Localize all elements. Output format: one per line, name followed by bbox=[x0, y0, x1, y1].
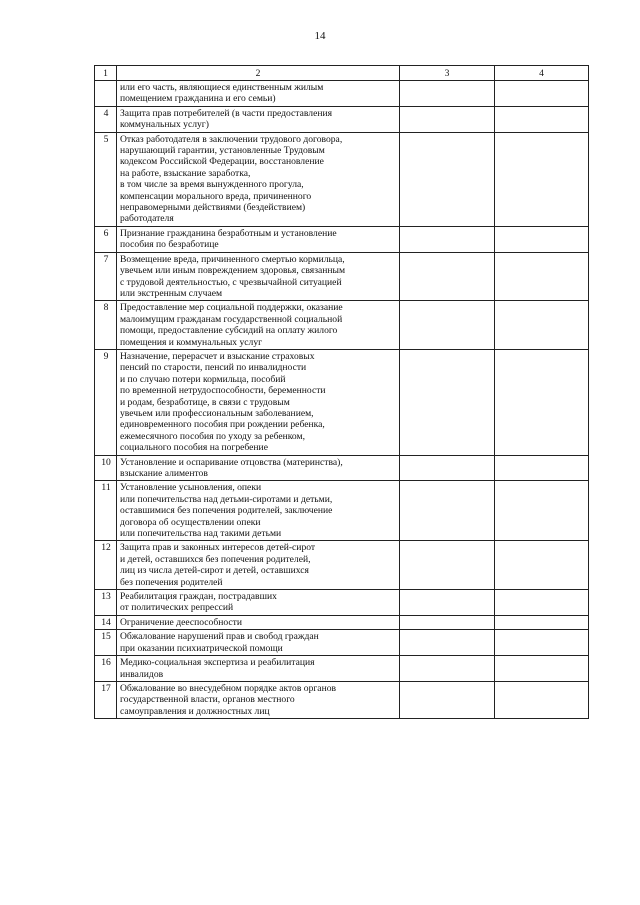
description-line: Реабилитация граждан, пострадавших bbox=[120, 591, 277, 603]
description-line: договора об осуществлении опеки bbox=[120, 516, 261, 528]
description-line: Предоставление мер социальной поддержки, оказание bbox=[120, 302, 343, 314]
table-row bbox=[95, 681, 589, 718]
table-header bbox=[95, 66, 589, 81]
description-line: нарушающий гарантии, установленные Трудовым bbox=[120, 145, 325, 157]
description-line: и родам, безработице, в связи с трудовым bbox=[120, 396, 290, 408]
row-description bbox=[117, 630, 400, 656]
header-col-3: 3 bbox=[400, 66, 495, 81]
description-line: Установление и оспаривание отцовства (материнства), bbox=[120, 456, 343, 468]
row-col-3-empty bbox=[400, 630, 495, 656]
description-line: пособия по безработице bbox=[120, 239, 219, 251]
row-col-4-empty bbox=[495, 349, 589, 455]
description-line: или попечительства над детьми-сиротами и детьми, bbox=[120, 493, 333, 505]
description-line: неправомерными действиями (бездействием) bbox=[120, 202, 306, 214]
row-col-4-empty bbox=[495, 681, 589, 718]
description-line: на работе, взыскание заработка, bbox=[120, 167, 251, 179]
header-col-2: 2 bbox=[117, 66, 400, 81]
table-row bbox=[95, 590, 589, 616]
row-description bbox=[117, 481, 400, 541]
table-row bbox=[95, 132, 589, 226]
description-line: от политических репрессий bbox=[120, 602, 234, 614]
row-number: 16 bbox=[95, 656, 117, 682]
description-line: лиц из числа детей-сирот и детей, оставшихся bbox=[120, 565, 309, 577]
description-line: социального пособия на погребение bbox=[120, 442, 268, 454]
table-row bbox=[95, 481, 589, 541]
row-col-3-empty bbox=[400, 301, 495, 350]
row-description bbox=[117, 106, 400, 132]
row-description bbox=[117, 301, 400, 350]
table-row bbox=[95, 252, 589, 301]
row-number: 4 bbox=[95, 106, 117, 132]
description-line: работодателя bbox=[120, 213, 174, 225]
row-col-3-empty bbox=[400, 455, 495, 481]
description-line: оставшимися без попечения родителей, заключение bbox=[120, 505, 333, 517]
row-number bbox=[95, 81, 117, 107]
description-line: пенсий по старости, пенсий по инвалидности bbox=[120, 362, 307, 374]
row-number: 9 bbox=[95, 349, 117, 455]
row-description bbox=[117, 590, 400, 616]
description-line: Признание гражданина безработным и установление bbox=[120, 227, 337, 239]
row-description bbox=[117, 81, 400, 107]
row-number: 12 bbox=[95, 541, 117, 590]
row-col-4-empty bbox=[495, 226, 589, 252]
description-line: самоуправления и должностных лиц bbox=[120, 705, 270, 717]
row-col-4-empty bbox=[495, 590, 589, 616]
row-col-4-empty bbox=[495, 615, 589, 629]
row-description bbox=[117, 226, 400, 252]
row-col-3-empty bbox=[400, 349, 495, 455]
description-line: Защита прав потребителей (в части предоставления bbox=[120, 107, 333, 119]
description-line: коммунальных услуг) bbox=[120, 119, 209, 131]
legal-aid-table bbox=[94, 65, 589, 719]
row-col-3-empty bbox=[400, 681, 495, 718]
row-col-4-empty bbox=[495, 106, 589, 132]
description-line: Отказ работодателя в заключении трудового договора, bbox=[120, 133, 343, 145]
page-number: 14 bbox=[314, 30, 326, 42]
description-line: единовременного пособия при рождении ребенка, bbox=[120, 419, 325, 431]
description-line: или его часть, являющиеся единственным жилым bbox=[120, 82, 324, 93]
description-line: Медико-социальная экспертиза и реабилитация bbox=[120, 657, 315, 669]
table-row bbox=[95, 656, 589, 682]
row-description bbox=[117, 252, 400, 301]
description-line: по временной нетрудоспособности, беременности bbox=[120, 385, 326, 397]
row-col-3-empty bbox=[400, 481, 495, 541]
description-line: Обжалование нарушений прав и свобод граждан bbox=[120, 631, 319, 643]
row-number: 5 bbox=[95, 132, 117, 226]
description-line: Ограничение дееспособности bbox=[120, 616, 242, 628]
description-line: без попечения родителей bbox=[120, 576, 223, 588]
row-number: 13 bbox=[95, 590, 117, 616]
description-line: увечьем или иным повреждением здоровья, связанным bbox=[120, 265, 346, 277]
description-line: кодексом Российской Федерации, восстановление bbox=[120, 156, 324, 168]
description-line: инвалидов bbox=[120, 668, 164, 680]
row-col-3-empty bbox=[400, 615, 495, 629]
row-col-4-empty bbox=[495, 541, 589, 590]
row-col-4-empty bbox=[495, 81, 589, 107]
row-description bbox=[117, 541, 400, 590]
description-line: и по случаю потери кормильца, пособий bbox=[120, 373, 286, 385]
description-line: государственной власти, органов местного bbox=[120, 694, 295, 706]
table-row bbox=[95, 106, 589, 132]
row-description bbox=[117, 615, 400, 629]
description-line: в том числе за время вынужденного прогула, bbox=[120, 179, 304, 191]
description-line: с трудовой деятельностью, с чрезвычайной ситуацией bbox=[120, 276, 342, 288]
row-col-3-empty bbox=[400, 252, 495, 301]
row-col-3-empty bbox=[400, 132, 495, 226]
row-number: 7 bbox=[95, 252, 117, 301]
row-number: 15 bbox=[95, 630, 117, 656]
row-description bbox=[117, 132, 400, 226]
row-number: 14 bbox=[95, 615, 117, 629]
row-description bbox=[117, 349, 400, 455]
row-description bbox=[117, 681, 400, 718]
row-col-4-empty bbox=[495, 252, 589, 301]
description-line: взыскание алиментов bbox=[120, 468, 208, 479]
description-line: помощи, предоставление субсидий на оплату жилого bbox=[120, 325, 338, 337]
description-line: или попечительства над такими детьми bbox=[120, 528, 282, 540]
description-line: компенсации морального вреда, причиненного bbox=[120, 190, 312, 202]
table-row bbox=[95, 455, 589, 481]
description-line: увечьем или профессиональным заболеванием, bbox=[120, 407, 314, 419]
table-row bbox=[95, 301, 589, 350]
row-col-3-empty bbox=[400, 81, 495, 107]
description-line: малоимущим гражданам государственной социальной bbox=[120, 313, 343, 325]
row-col-4-empty bbox=[495, 301, 589, 350]
table-row bbox=[95, 615, 589, 629]
row-col-4-empty bbox=[495, 481, 589, 541]
table-body bbox=[95, 81, 589, 719]
description-line: Защита прав и законных интересов детей-сирот bbox=[120, 542, 316, 554]
description-line: Возмещение вреда, причиненного смертью кормильца, bbox=[120, 253, 345, 265]
row-col-3-empty bbox=[400, 106, 495, 132]
table-row bbox=[95, 349, 589, 455]
row-description bbox=[117, 656, 400, 682]
row-col-4-empty bbox=[495, 630, 589, 656]
header-col-1: 1 bbox=[95, 66, 117, 81]
row-number: 17 bbox=[95, 681, 117, 718]
description-line: помещением гражданина и его семьи) bbox=[120, 93, 276, 105]
description-line: Назначение, перерасчет и взыскание страховых bbox=[120, 350, 315, 362]
table-row bbox=[95, 81, 589, 107]
table-row bbox=[95, 226, 589, 252]
row-number: 11 bbox=[95, 481, 117, 541]
header-row bbox=[95, 66, 589, 81]
description-line: при оказании психиатрической помощи bbox=[120, 642, 283, 654]
row-number: 6 bbox=[95, 226, 117, 252]
row-description bbox=[117, 455, 400, 481]
row-col-4-empty bbox=[495, 656, 589, 682]
row-col-3-empty bbox=[400, 541, 495, 590]
description-line: и детей, оставшихся без попечения родителей, bbox=[120, 553, 311, 565]
row-col-3-empty bbox=[400, 590, 495, 616]
description-line: или экстренным случаем bbox=[120, 287, 223, 299]
table-row bbox=[95, 541, 589, 590]
row-col-4-empty bbox=[495, 132, 589, 226]
description-line: Установление усыновления, опеки bbox=[120, 482, 262, 494]
description-line: Обжалование во внесудебном порядке актов органов bbox=[120, 682, 337, 694]
header-col-4: 4 bbox=[495, 66, 589, 81]
row-col-4-empty bbox=[495, 455, 589, 481]
row-number: 8 bbox=[95, 301, 117, 350]
description-line: помещения и коммунальных услуг bbox=[120, 336, 263, 348]
description-line: ежемесячного пособия по уходу за ребенком, bbox=[120, 430, 306, 442]
row-col-3-empty bbox=[400, 226, 495, 252]
table-row bbox=[95, 630, 589, 656]
row-number: 10 bbox=[95, 455, 117, 481]
row-col-3-empty bbox=[400, 656, 495, 682]
